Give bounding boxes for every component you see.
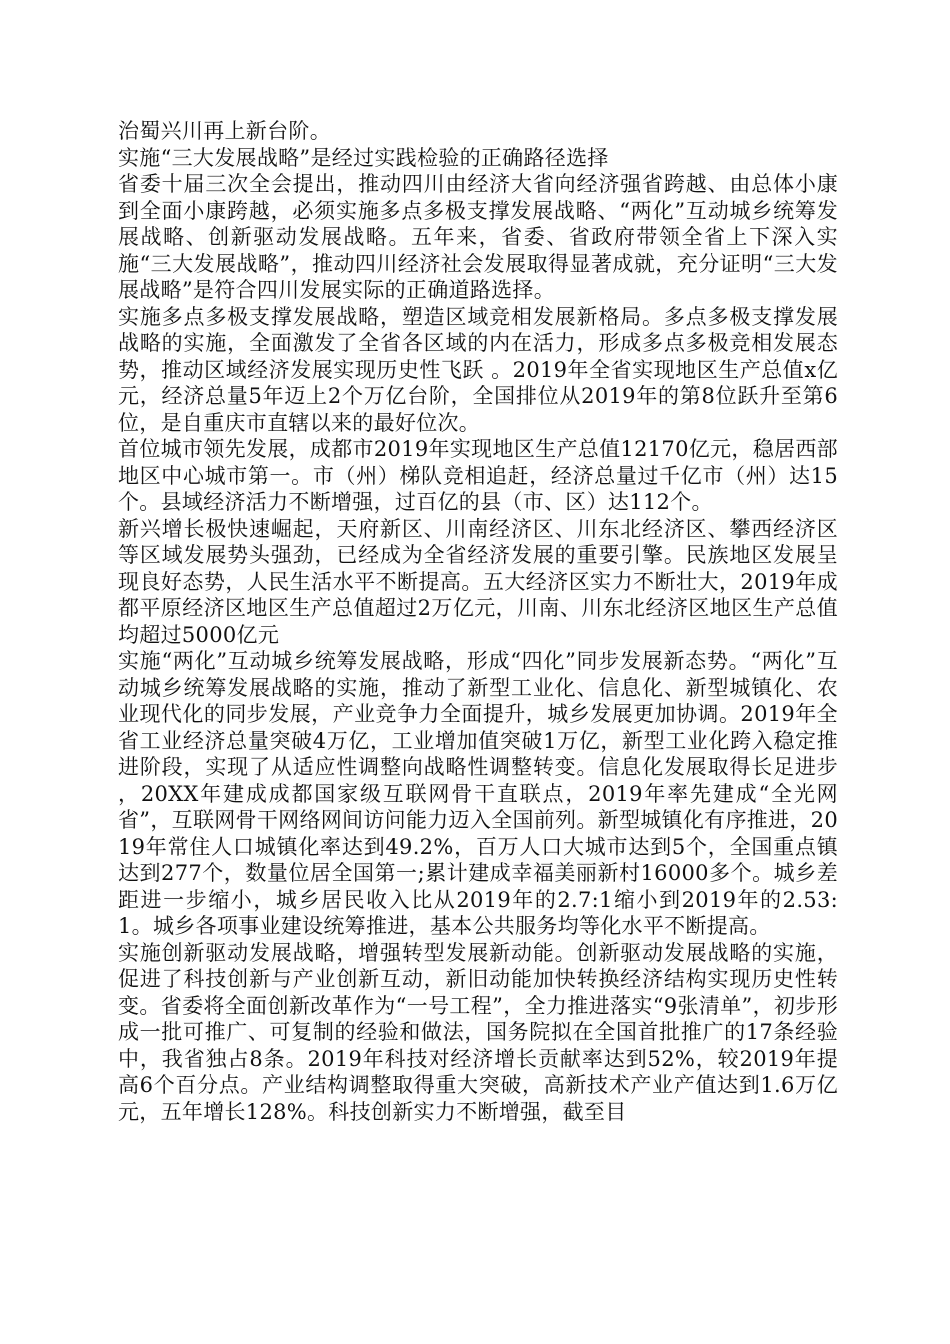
paragraph-two-modernizations: 实施“两化”互动城乡统筹发展战略，形成“四化”同步发展新态势。“两化”互动城乡统筹发展战略的实施，推动了新型工业化、信息化、新型城镇化、农业现代化的同步发展，产业竞争力全面提升，城乡发展更加协调。2019年全省工业经济总量突破4万亿，工业增加值突破1万亿，新型工业化跨入稳定推进阶段，实现了从适应性调整向战略性调整转变。信息化发展取得长足进步 ，20XX年建成成都国家级互联网骨干直联点，2019年率先建成“全光网省”，互联网骨干网络网间访问能力迈入全国前列。新型城镇化有序推进，2019年常住人口城镇化率达到49.2%，百万人口大城市达到5个，全国重点镇达到277个，数量位居全国第一;累计建成幸福美丽新村16000多个。城乡差距进一步缩小，城乡居民收入比从2019年的2.7:1缩小到2019年的2.53:1。城乡各项事业建设统筹推进，基本公共服务均等化水平不断提高。 bbox=[118, 649, 838, 938]
section-heading: 实施“三大发展战略”是经过实践检验的正确路径选择 bbox=[118, 145, 609, 170]
paragraph-intro: 省委十届三次全会提出，推动四川由经济大省向经济强省跨越、由总体小康到全面小康跨越，必须实施多点多极支撑发展战略、“两化”互动城乡统筹发展战略、创新驱动发展战略。五年来，省委、省政府带领全省上下深入实施“三大发展战略”，推动四川经济社会发展取得显著成就，充分证明“三大发展战略”是符合四川发展实际的正确道路选择。 bbox=[118, 172, 838, 302]
paragraph-multipoint-strategy: 实施多点多极支撑发展战略，塑造区域竞相发展新格局。多点多极支撑发展战略的实施，全面激发了全省各区域的内在活力，形成多点多极竞相发展态势，推动区域经济发展实现历史性飞跃 。2019年全省实现地区生产总值x亿元，经济总量5年迈上2个万亿台阶，全国排位从2019年的第8位跃升至第6位，是自重庆市直辖以来的最好位次。 bbox=[118, 304, 838, 435]
paragraph-growth-poles: 新兴增长极快速崛起，天府新区、川南经济区、川东北经济区、攀西经济区等区域发展势头强劲，已经成为全省经济发展的重要引擎。民族地区发展呈现良好态势，人民生活水平不断提高。五大经济区实力不断壮大，2019年成都平原经济区地区生产总值超过2万亿元，川南、川东北经济区地区生产总值均超过5000亿元 bbox=[118, 516, 838, 647]
paragraph-innovation-strategy: 实施创新驱动发展战略，增强转型发展新动能。创新驱动发展战略的实施，促进了科技创新与产业创新互动，新旧动能加快转换经济结构实现历史性转变。省委将全面创新改革作为“一号工程”，全力推进落实“9张清单”，初步形成一批可推广、可复制的经验和做法，国务院拟在全国首批推广的17条经验中，我省独占8条。2019年科技对经济增长贡献率达到52%，较2019年提高6个百分点。产业结构调整取得重大突破，高新技术产业产值达到1.6万亿元，五年增长128%。科技创新实力不断增强，截至目 bbox=[118, 940, 838, 1124]
paragraph-chengdu: 首位城市领先发展，成都市2019年实现地区生产总值12170亿元，稳居西部地区中心城市第一。市（州）梯队竞相追赶，经济总量过千亿市（州）达15个。县域经济活力不断增强，过百亿的县（市、区）达112个。 bbox=[118, 437, 838, 514]
document-page bbox=[118, 118, 838, 1125]
paragraph-1: 治蜀兴川再上新台阶。 bbox=[118, 119, 331, 143]
